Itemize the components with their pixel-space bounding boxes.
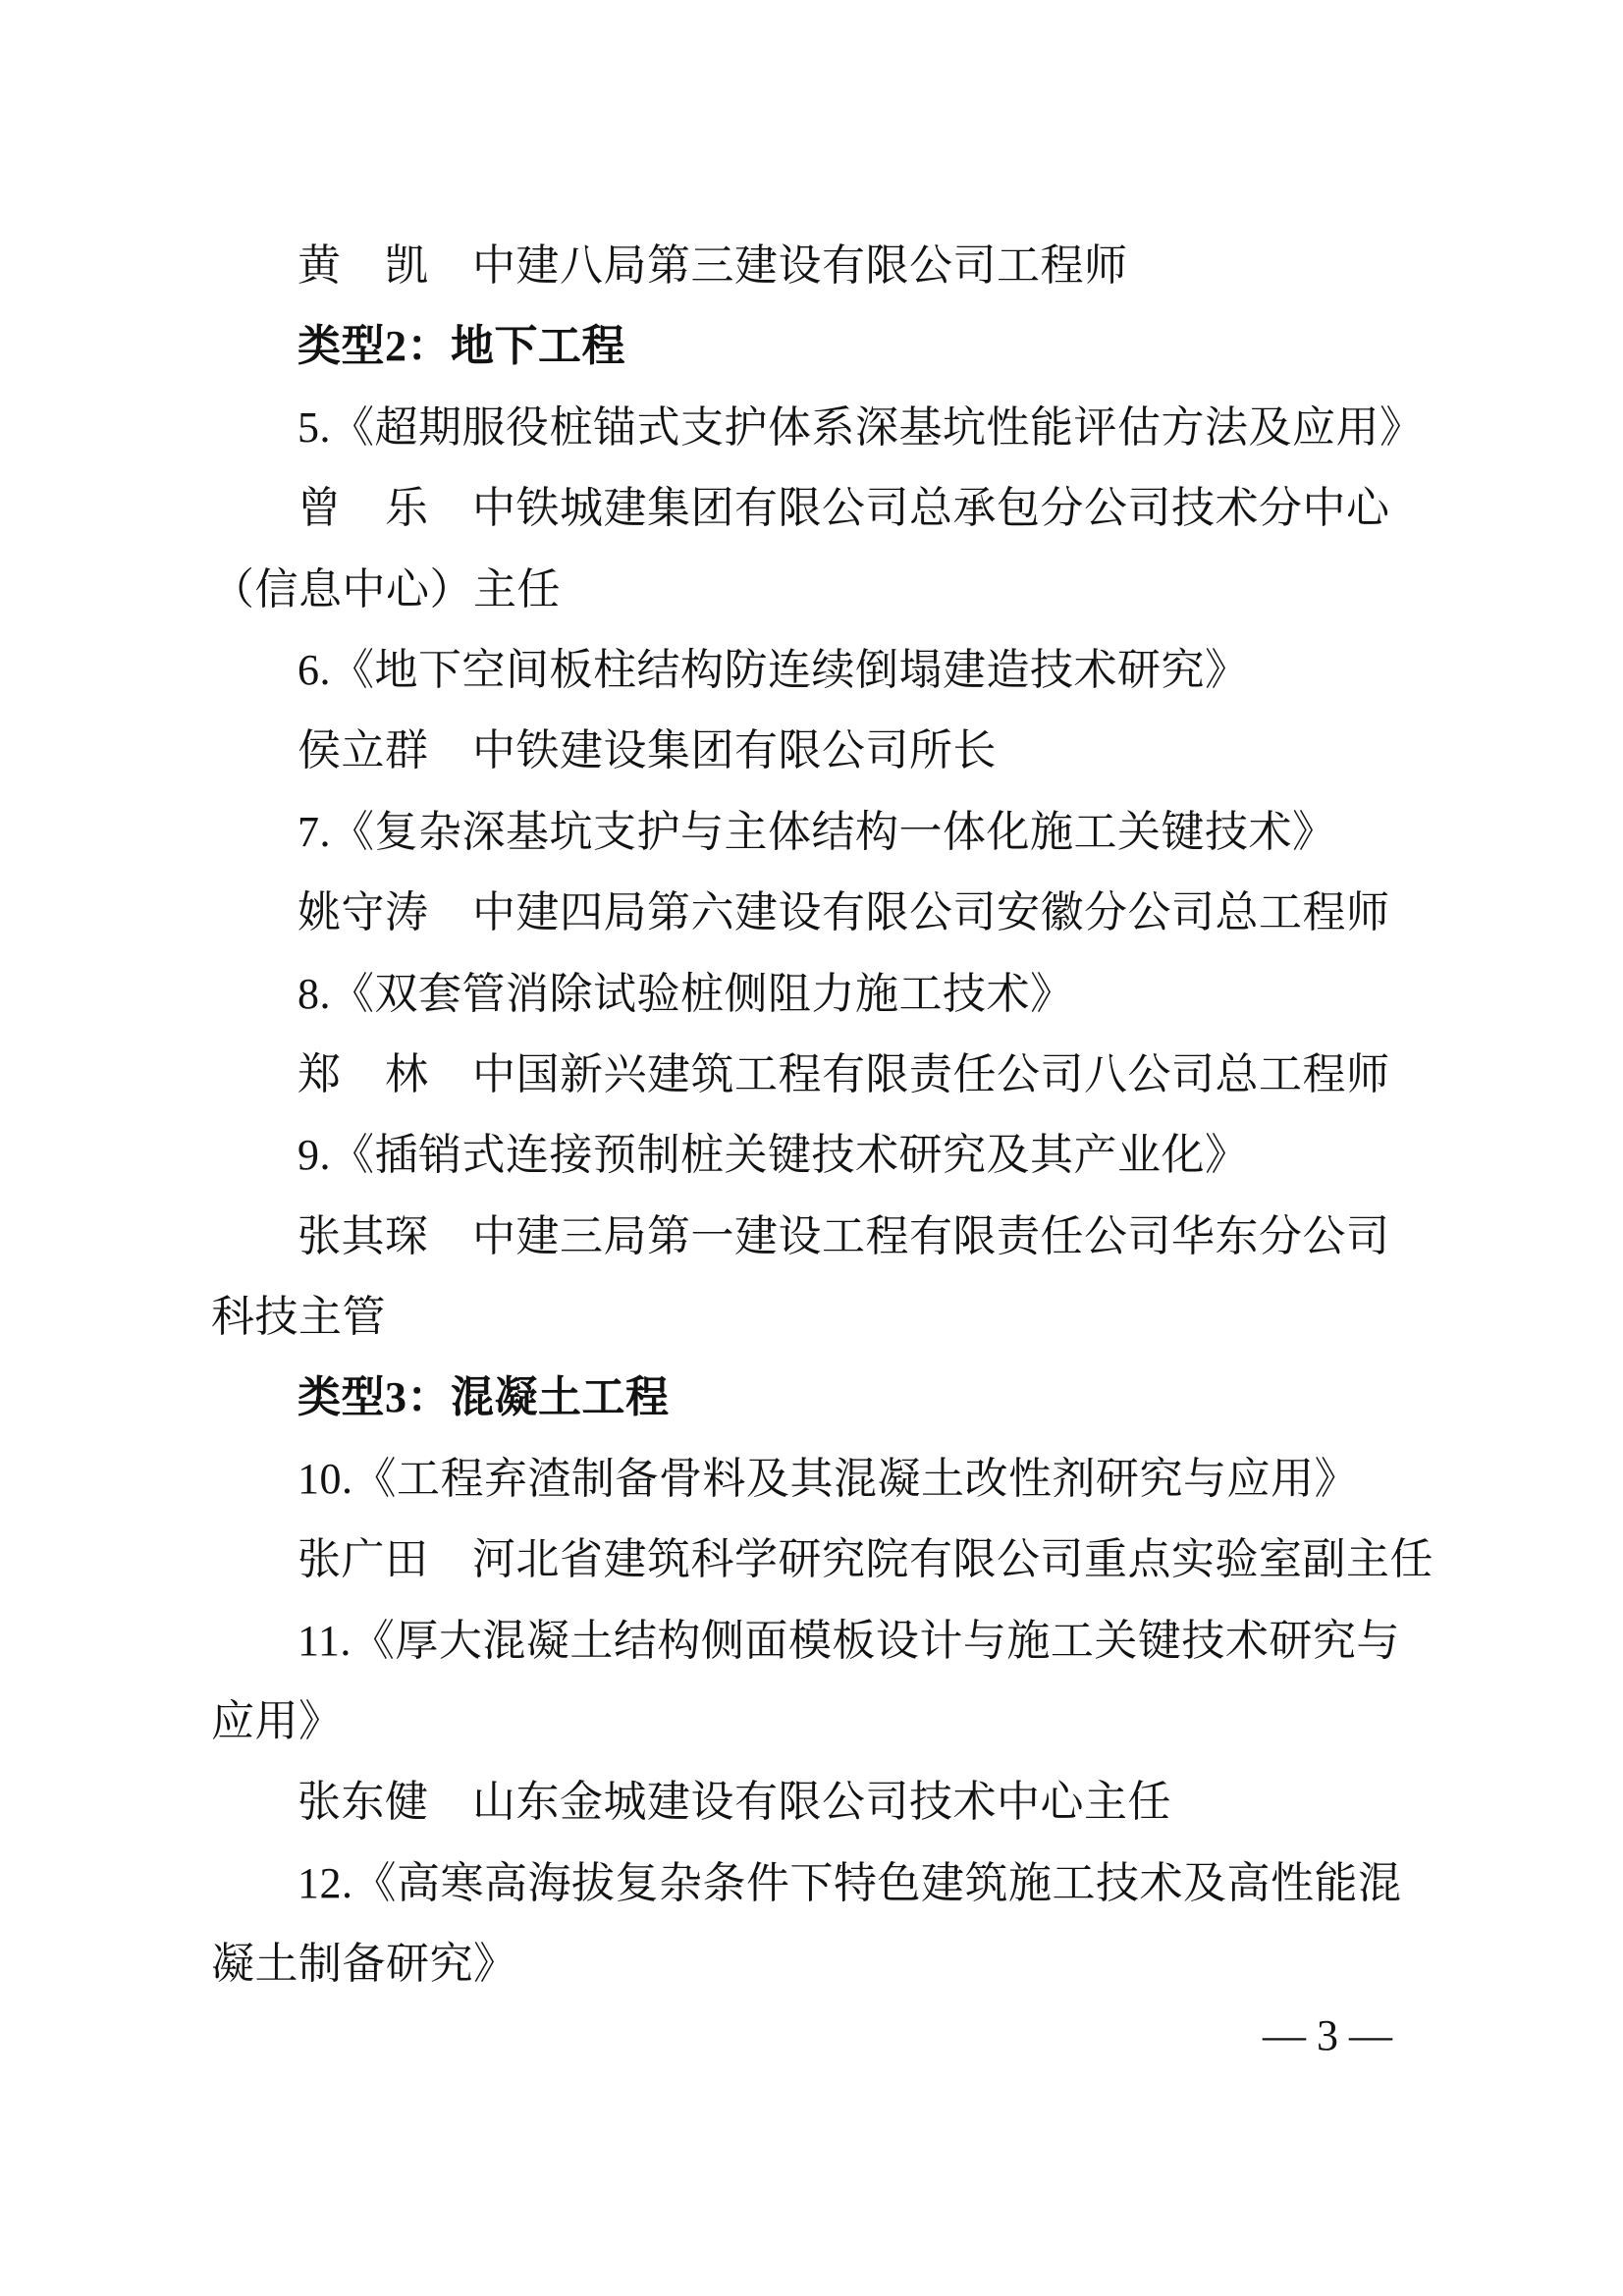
winner-line: 郑 林 中国新兴建筑工程有限责任公司八公司总工程师 [298, 1049, 1390, 1098]
winner-line: 曾 乐 中铁城建集团有限公司总承包分公司技术分中心 [298, 484, 1390, 533]
wrapped-line: 凝土制备研究》 [211, 1940, 517, 1989]
category-heading: 类型2：地下工程 [298, 322, 625, 371]
winner-line: 黄 凯 中建八局第三建设有限公司工程师 [298, 241, 1128, 290]
project-title: 10.《工程弃渣制备骨料及其混凝土改性剂研究与应用》 [298, 1454, 1358, 1503]
wrapped-line: （信息中心）主任 [211, 564, 561, 614]
winner-line: 姚守涛 中建四局第六建设有限公司安徽分公司总工程师 [298, 888, 1390, 937]
project-title: 5.《超期服役桩锚式支护体系深基坑性能评估方法及应用》 [298, 402, 1424, 452]
winner-line: 张其琛 中建三局第一建设工程有限责任公司华东分公司 [298, 1211, 1390, 1260]
winner-line: 张广田 河北省建筑科学研究院有限公司重点实验室副主任 [298, 1535, 1434, 1584]
winner-line: 侯立群 中铁建设集团有限公司所长 [298, 726, 997, 775]
document-body [211, 226, 1434, 2005]
project-title: 6.《地下空间板柱结构防连续倒塌建造技术研究》 [298, 645, 1249, 694]
winner-line: 张东健 山东金城建设有限公司技术中心主任 [298, 1778, 1171, 1827]
wrapped-line: 科技主管 [211, 1293, 386, 1342]
wrapped-line: 应用》 [211, 1697, 343, 1746]
project-title: 9.《插销式连接预制桩关键技术研究及其产业化》 [298, 1131, 1249, 1180]
project-title: 11.《厚大混凝土结构侧面模板设计与施工关键技术研究与 [298, 1616, 1400, 1665]
project-title: 8.《双套管消除试验桩侧阻力施工技术》 [298, 969, 1074, 1018]
project-title: 12.《高寒高海拔复杂条件下特色建筑施工技术及高性能混 [298, 1858, 1402, 1907]
page-number: — 3 — [1263, 2011, 1392, 2059]
category-heading: 类型3：混凝土工程 [298, 1373, 670, 1422]
project-title: 7.《复杂深基坑支护与主体结构一体化施工关键技术》 [298, 807, 1336, 856]
